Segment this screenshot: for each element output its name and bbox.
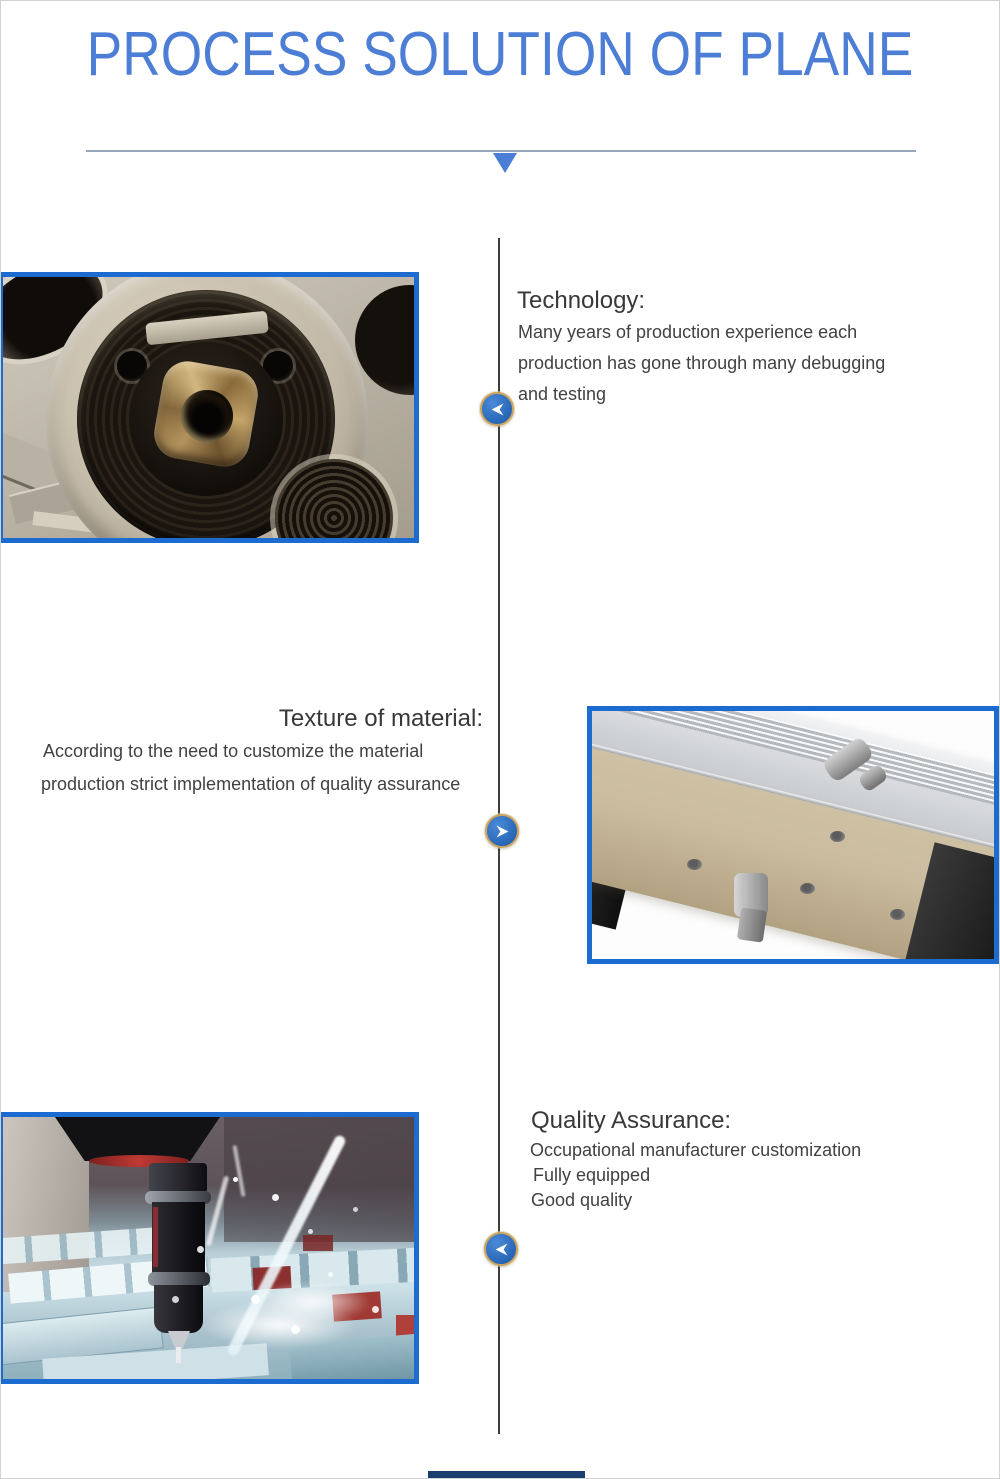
cnc-photo: [0, 1112, 419, 1384]
red-block: [303, 1235, 333, 1251]
red-glint: [153, 1207, 158, 1267]
arrow-right-icon: [494, 823, 511, 840]
arrow-left-icon: [493, 1241, 510, 1258]
screw-dot: [800, 883, 815, 894]
section-text-line: Fully equipped: [533, 1165, 651, 1185]
spindle-segment: [149, 1163, 207, 1193]
timeline-arrow-left-button[interactable]: [480, 392, 514, 426]
footer-progress-bar: [428, 1471, 585, 1479]
screw-dot: [687, 859, 702, 870]
threaded-bore: [181, 390, 233, 442]
cooling-ridges: [587, 706, 999, 825]
divider-down-arrow-icon: [493, 153, 517, 173]
screw-dot: [890, 909, 905, 920]
tool-bit: [176, 1347, 181, 1363]
tool-collet: [154, 1285, 203, 1333]
section-heading-quality: Quality Assurance:: [531, 1107, 732, 1134]
technology-photo: [0, 272, 419, 543]
section-text-line: and testing: [518, 384, 607, 404]
timeline-arrow-right-button[interactable]: [485, 814, 519, 848]
arrow-left-icon: [489, 401, 506, 418]
section-text-line: production has gone through many debugging: [518, 353, 886, 373]
coolant-droplets: [233, 1177, 238, 1182]
spindle-segment: [152, 1202, 205, 1274]
timeline-arrow-left-button[interactable]: [484, 1232, 518, 1266]
section-text-line: Occupational manufacturer customization: [530, 1140, 862, 1160]
corner-hole: [355, 285, 419, 395]
section-text-line: According to the need to customize the material: [43, 741, 424, 761]
section-text-line: Many years of production experience each: [518, 322, 858, 342]
section-heading-technology: Technology:: [517, 287, 646, 314]
actuator-photo: [587, 706, 999, 964]
section-text-line: production strict implementation of quality assurance: [41, 774, 461, 794]
page-title: PROCESS SOLUTION OF PLANE: [86, 20, 914, 89]
coolant-splash: [251, 1281, 371, 1323]
section-text-line: Good quality: [531, 1190, 633, 1210]
divider-line: [86, 150, 916, 152]
shaft-key: [737, 907, 767, 942]
section-heading-texture: Texture of material:: [278, 705, 483, 732]
spindle-ring: [148, 1272, 210, 1286]
screw-dot: [830, 831, 845, 842]
